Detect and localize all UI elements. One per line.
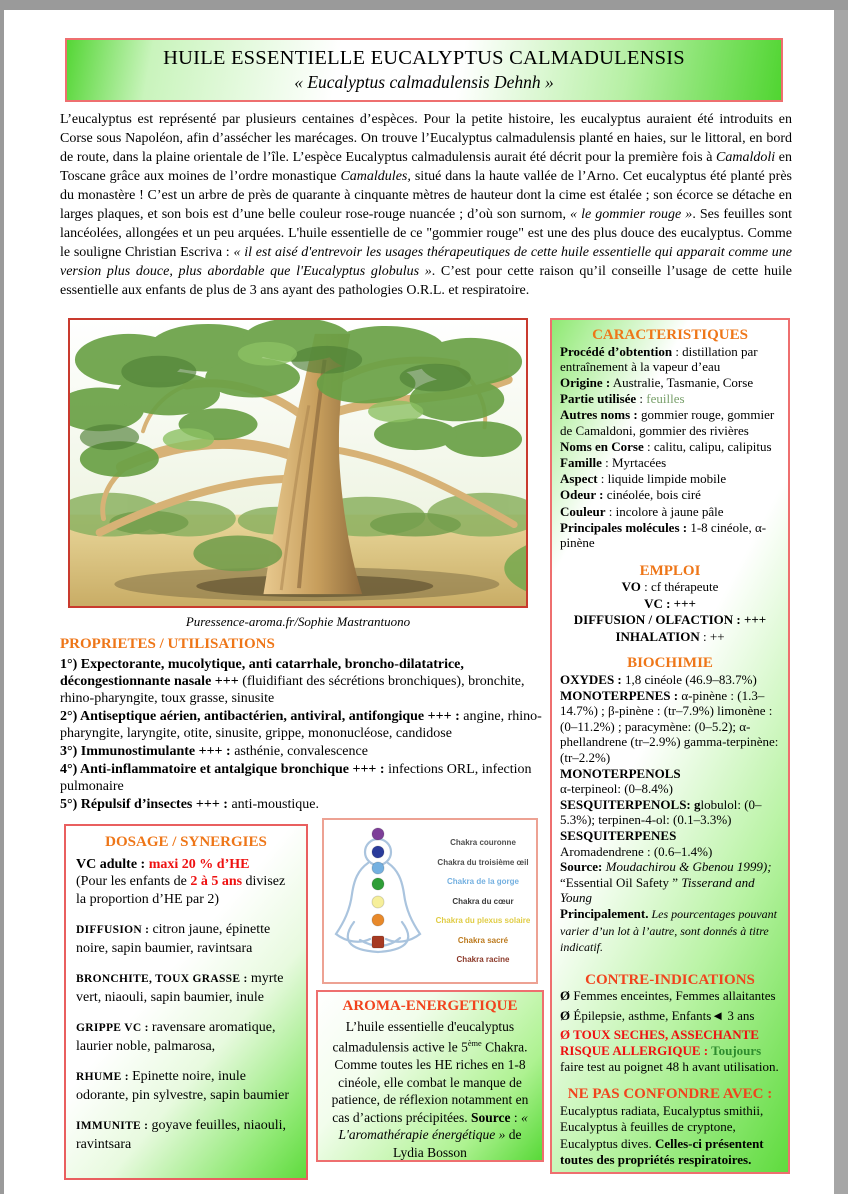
characteristics-list <box>560 344 780 551</box>
text-segment: Camaldoli <box>716 150 776 165</box>
text-segment: VO <box>621 579 641 595</box>
text-segment: . Ses feuilles sont lancéolées, allongées et un peu arquées. L'huile essentielle de ce "gommier rouge" est une des plus douce des eucalyptus. Comme le souligne Christian Escriva : <box>60 207 792 260</box>
text-segment: Australie, Tasmanie, Corse <box>610 375 754 391</box>
intro-paragraph <box>60 110 792 300</box>
text-segment: : <box>510 1109 521 1125</box>
text-segment: angine, rhino-pharyngite, laryngite, otite, sinusite, grippe, mononucléose, candidose <box>60 709 542 741</box>
text-segment: citron jaune, épinette noire, sapin baumier, ravintsara <box>76 922 271 956</box>
text-segment: : <box>700 1043 712 1059</box>
text-segment: feuilles <box>646 391 685 407</box>
contre-indications-list <box>560 988 780 1074</box>
text-segment: ravensare aromatique, laurier noble, palmarosa, <box>76 1020 276 1054</box>
bio-line <box>560 828 780 844</box>
ne-pas-confondre-heading: NE PAS CONFONDRE AVEC : <box>567 1086 773 1103</box>
char-line <box>560 391 780 407</box>
dosage-list <box>76 856 296 1154</box>
chakra-label: Chakra sacré <box>457 935 509 945</box>
text-segment: « le gommier rouge » <box>570 207 693 222</box>
text-segment: : incolore à jaune pâle <box>605 503 724 519</box>
biochimie-list <box>560 672 780 956</box>
viewer-chrome-top <box>0 0 848 10</box>
emploi-line <box>560 629 780 646</box>
chakra-diagram <box>322 818 538 984</box>
proprietes-heading: PROPRIETES / UTILISATIONS <box>60 636 275 652</box>
characteristics-heading: CARACTERISTIQUES <box>592 327 748 343</box>
dosage-block <box>76 1068 296 1104</box>
contre-indications-heading: CONTRE-INDICATIONS <box>585 971 755 988</box>
text-segment: Principalement. <box>560 905 649 921</box>
text-segment: faire test au poignet 48 h avant utilisation. <box>560 1058 779 1074</box>
text-segment: anti-moustique. <box>227 797 319 812</box>
chakra-label: Chakra du plexus solaire <box>435 916 531 925</box>
char-line <box>560 407 780 438</box>
chakra-symbols <box>372 828 384 948</box>
text-segment: L’huile essentielle d'eucalyptus calmadulensis active le 5 <box>332 1018 515 1055</box>
dosage-block <box>76 873 296 908</box>
text-segment: Ø TOUX SECHES, ASSECHANTE RISQUE ALLERGIQUE <box>560 1027 759 1059</box>
text-segment: ème <box>467 1039 482 1048</box>
text-segment: situé dans la haute vallée de l’Arno. Cet eucalyptus été planté près du monastère ! C’est un arbre de près de quarante à cinquante mètres de hauteur dont la cime est étalée ; son écorce se détache en larges plaques, et son bois est d’une belle couleur rose-rouge nuancée ; d’où son surnom, <box>60 169 792 222</box>
text-segment: asthénie, convalescence <box>230 744 368 759</box>
text-segment: : liquide limpide mobile <box>597 471 727 487</box>
chakra-label: Chakra de la gorge <box>446 877 520 886</box>
emploi-line <box>560 579 780 596</box>
text-segment: : calitu, calipu, calipitus <box>643 439 772 455</box>
text-segment: 2 à 5 ans <box>190 874 243 889</box>
prop-line <box>60 708 548 742</box>
dosage-block <box>76 1019 296 1055</box>
text-segment: Les pourcentages pouvant varier d’un lot à l’autre, sont donnés à titre indicatif. <box>560 906 778 955</box>
text-segment: cinéolée, bois ciré <box>603 487 701 503</box>
text-segment: Ø <box>560 988 574 1004</box>
text-segment: Partie utilisée <box>560 391 637 407</box>
text-segment: Eucalyptus radiata, Eucalyptus smithii, Eucalyptus à feuilles de cryptone, Eucalyptus dives. <box>560 1102 764 1151</box>
text-segment: MONOTERPENES : <box>560 687 682 703</box>
text-segment: RHUME : <box>76 1071 133 1083</box>
scrollbar-track[interactable] <box>834 10 848 1194</box>
ne-pas-confondre-body <box>560 1103 780 1169</box>
text-segment: 1°) Expectorante, mucolytique, anti catarrhale, broncho-dilatatrice, décongestionnante nasale +++ <box>60 657 464 689</box>
char-line <box>560 455 780 471</box>
bio-line <box>560 797 780 828</box>
dosage-heading: DOSAGE / SYNERGIES <box>105 834 267 850</box>
aroma-body <box>326 1018 534 1162</box>
text-segment: Odeur : <box>560 487 604 503</box>
chakra-label: Chakra du troisième œil <box>437 857 529 867</box>
text-segment: Tisserand and Young <box>560 874 755 906</box>
emploi-heading: EMPLOI <box>639 562 701 579</box>
document-page <box>4 10 834 1194</box>
bio-line <box>560 906 780 956</box>
text-segment: Couleur <box>560 503 606 519</box>
bio-line <box>560 672 780 688</box>
text-segment: « il est aisé d'entrevoir les usages thérapeutiques de cette huile essentielle qui apparait comme une version plus douce, plus abordable que l'Eucalyptus globulus » <box>60 245 793 279</box>
text-segment: DIFFUSION : <box>76 924 153 936</box>
chakra-label: Chakra du cœur <box>452 896 514 906</box>
text-segment: Famille <box>560 455 602 471</box>
prop-line <box>60 761 548 795</box>
section-proprietes <box>60 636 548 814</box>
text-segment: OXYDES : <box>560 672 626 687</box>
bio-line <box>560 766 780 782</box>
text-segment: : ++ <box>699 628 725 644</box>
text-segment: Épilepsie, asthme, Enfants◄ 3 ans <box>573 1007 755 1023</box>
char-line <box>560 439 780 455</box>
text-segment: Principales molécules : <box>560 519 688 535</box>
char-line <box>560 344 780 375</box>
bio-line <box>560 844 780 860</box>
photo-caption: Puressence-aroma.fr/Sophie Mastrantuono <box>185 614 411 629</box>
dosage-block <box>76 1117 296 1153</box>
text-segment: (Pour les enfants de <box>76 874 191 889</box>
text-segment: 1-8 cinéole, α-pinène <box>560 519 767 551</box>
document-subtitle: « Eucalyptus calmadulensis Dehnh » <box>294 72 554 92</box>
text-segment: divisez la proportion d’HE par 2) <box>76 874 286 907</box>
text-segment: Autres noms : <box>560 407 638 423</box>
text-segment: : <box>636 391 647 407</box>
text-segment: goyave feuilles, niaouli, ravintsara <box>76 1118 287 1152</box>
proprietes-list <box>60 656 548 813</box>
right-column-box <box>550 318 790 1174</box>
text-segment: 5°) Répulsif d’insectes +++ : <box>60 797 228 812</box>
dosage-block <box>76 856 296 874</box>
text-segment: “Essential Oil Safety ” <box>560 874 682 890</box>
text-segment: Procédé d’obtention <box>560 343 673 359</box>
dosage-synergies-box <box>64 824 308 1180</box>
emploi-list <box>560 579 780 645</box>
text-segment: VC adulte : <box>76 856 149 872</box>
dosage-block <box>76 970 296 1006</box>
text-segment: : Myrtacées <box>601 455 667 471</box>
text-segment: : distillation par entraînement à la vapeur d’eau <box>560 343 758 375</box>
char-line <box>560 504 780 520</box>
text-segment: maxi 20 % d’HE <box>148 856 250 872</box>
text-segment: (fluidifiant des sécrétions bronchiques), bronchite, rhino-pharyngite, toux grasse, sinusite <box>60 674 525 706</box>
biochimie-heading: BIOCHIMIE <box>627 655 713 672</box>
char-line <box>560 375 780 391</box>
char-line <box>560 487 780 503</box>
prop-line <box>60 796 548 813</box>
bio-line <box>560 688 780 766</box>
text-segment: infections ORL, infection pulmonaire <box>60 762 532 794</box>
bio-line <box>560 859 780 906</box>
text-segment: Ø <box>560 1007 574 1023</box>
char-line <box>560 471 780 487</box>
text-segment: 2°) Antiseptique aérien, antibactérien, antiviral, antifongique +++ : <box>60 709 460 724</box>
eucalyptus-tree-illustration <box>70 320 526 606</box>
text-segment: INHALATION <box>615 628 700 644</box>
emploi-line <box>560 596 780 613</box>
text-segment: Moudachirou & Gbenou 1999); <box>605 859 772 875</box>
text-segment: VC : +++ <box>644 595 696 611</box>
text-segment: Chakra. Comme toutes les HE riches en 1-8 cinéole, elle combat le manque de patience, de réflexion notamment en cas d’actions précipitées. <box>331 1039 529 1125</box>
dosage-block <box>76 921 296 957</box>
text-segment: Origine : <box>560 375 611 391</box>
prop-line <box>60 743 548 760</box>
text-segment: : cf thérapeute <box>640 579 719 595</box>
text-segment: Source: <box>560 859 606 875</box>
aroma-heading: AROMA-ENERGETIQUE <box>342 998 518 1014</box>
text-segment: MONOTERPENOLS <box>560 765 681 781</box>
text-segment: BRONCHITE, TOUX GRASSE : <box>76 973 251 985</box>
bio-line <box>560 781 780 797</box>
contre-line <box>560 1008 780 1024</box>
aroma-energetique-box <box>316 990 544 1162</box>
contre-line <box>560 988 780 1004</box>
eucalyptus-photo <box>68 318 528 608</box>
text-segment: 4°) Anti-inflammatoire et antalgique bronchique +++ : <box>60 762 385 777</box>
text-segment: Aspect <box>560 471 598 487</box>
text-segment: de Lydia Bosson <box>393 1127 522 1160</box>
text-segment: L’eucalyptus est représenté par plusieurs centaines d’espèces. Pour la petite histoire, les eucalyptus auraient été introduits en Corse sous Napoléon, afin d’assécher les marécages. On trouve l’Eucalyptus calmadulensis planté en haies, sur le littoral, en bord de route, dans la plaine orientale de l’île. L’espèce Eucalyptus calmadulensis aurait été décrit pour la première fois à <box>60 112 792 165</box>
text-segment: 1,8 cinéole (46.9–83.7%) <box>625 672 757 687</box>
text-segment: DIFFUSION / OLFACTION : +++ <box>573 612 767 628</box>
text-segment: Camaldules, <box>340 169 411 184</box>
text-segment: 3°) Immunostimulante +++ : <box>60 744 231 759</box>
contre-line <box>560 1027 780 1074</box>
text-segment: Celles-ci présentent toutes des propriétés respiratoires. <box>560 1135 764 1168</box>
text-segment: IMMUNITE : <box>76 1120 152 1132</box>
text-segment: myrte vert, niaouli, sapin baumier, inule <box>76 971 284 1005</box>
meditating-figure <box>330 826 440 978</box>
text-segment: Epinette noire, inule odorante, pin sylvestre, sapin baumier <box>76 1069 290 1103</box>
text-segment: Source <box>470 1109 511 1125</box>
text-segment: Aromadendrene : (0.6–1.4%) <box>560 843 713 859</box>
text-segment: SESQUITERPENES <box>560 827 677 843</box>
text-segment: Femmes enceintes, Femmes allaitantes <box>573 988 776 1004</box>
text-segment: α-terpineol: (0–8.4%) <box>560 781 673 797</box>
text-segment: . C’est pour cette raison qu’il conseille l’usage de cette huile essentielle aux enfants de plus de 3 ans ayant des pathologies O.R.L. et respiratoire. <box>60 264 792 298</box>
text-segment: en Toscane grâce aux moines de l’ordre monastique <box>60 150 792 184</box>
text-segment: α-pinène : (1.3–14.7%) ; β-pinène : (tr–7.9%) limonène : (0–11.2%) ; paracymène: (0–5.2); α-phellandrene (tr–2.9%) gamma-terpinène: (tr–2.2%) <box>560 687 779 765</box>
text-segment: SESQUITERPENOLS: g <box>560 796 701 812</box>
text-segment: Toujours <box>711 1043 762 1059</box>
chakra-label: Chakra couronne <box>450 838 516 847</box>
prop-line <box>60 656 548 707</box>
text-segment: « L'aromathérapie énergétique » <box>338 1109 528 1142</box>
text-segment: GRIPPE VC : <box>76 1022 152 1034</box>
text-segment: lobulol: (0–5.3%); terpinen-4-ol: (0.1–3.3%) <box>560 796 762 828</box>
emploi-line <box>560 612 780 629</box>
text-segment: Noms en Corse <box>560 439 644 455</box>
chakra-label: Chakra racine <box>456 955 510 964</box>
char-line <box>560 520 780 551</box>
title-banner <box>65 38 783 102</box>
chakra-label-list <box>432 828 534 978</box>
text-segment: gommier rouge, gommier de Camaldoni, gommier des rivières <box>560 407 775 439</box>
document-title: HUILE ESSENTIELLE EUCALYPTUS CALMADULENSIS <box>163 47 685 69</box>
